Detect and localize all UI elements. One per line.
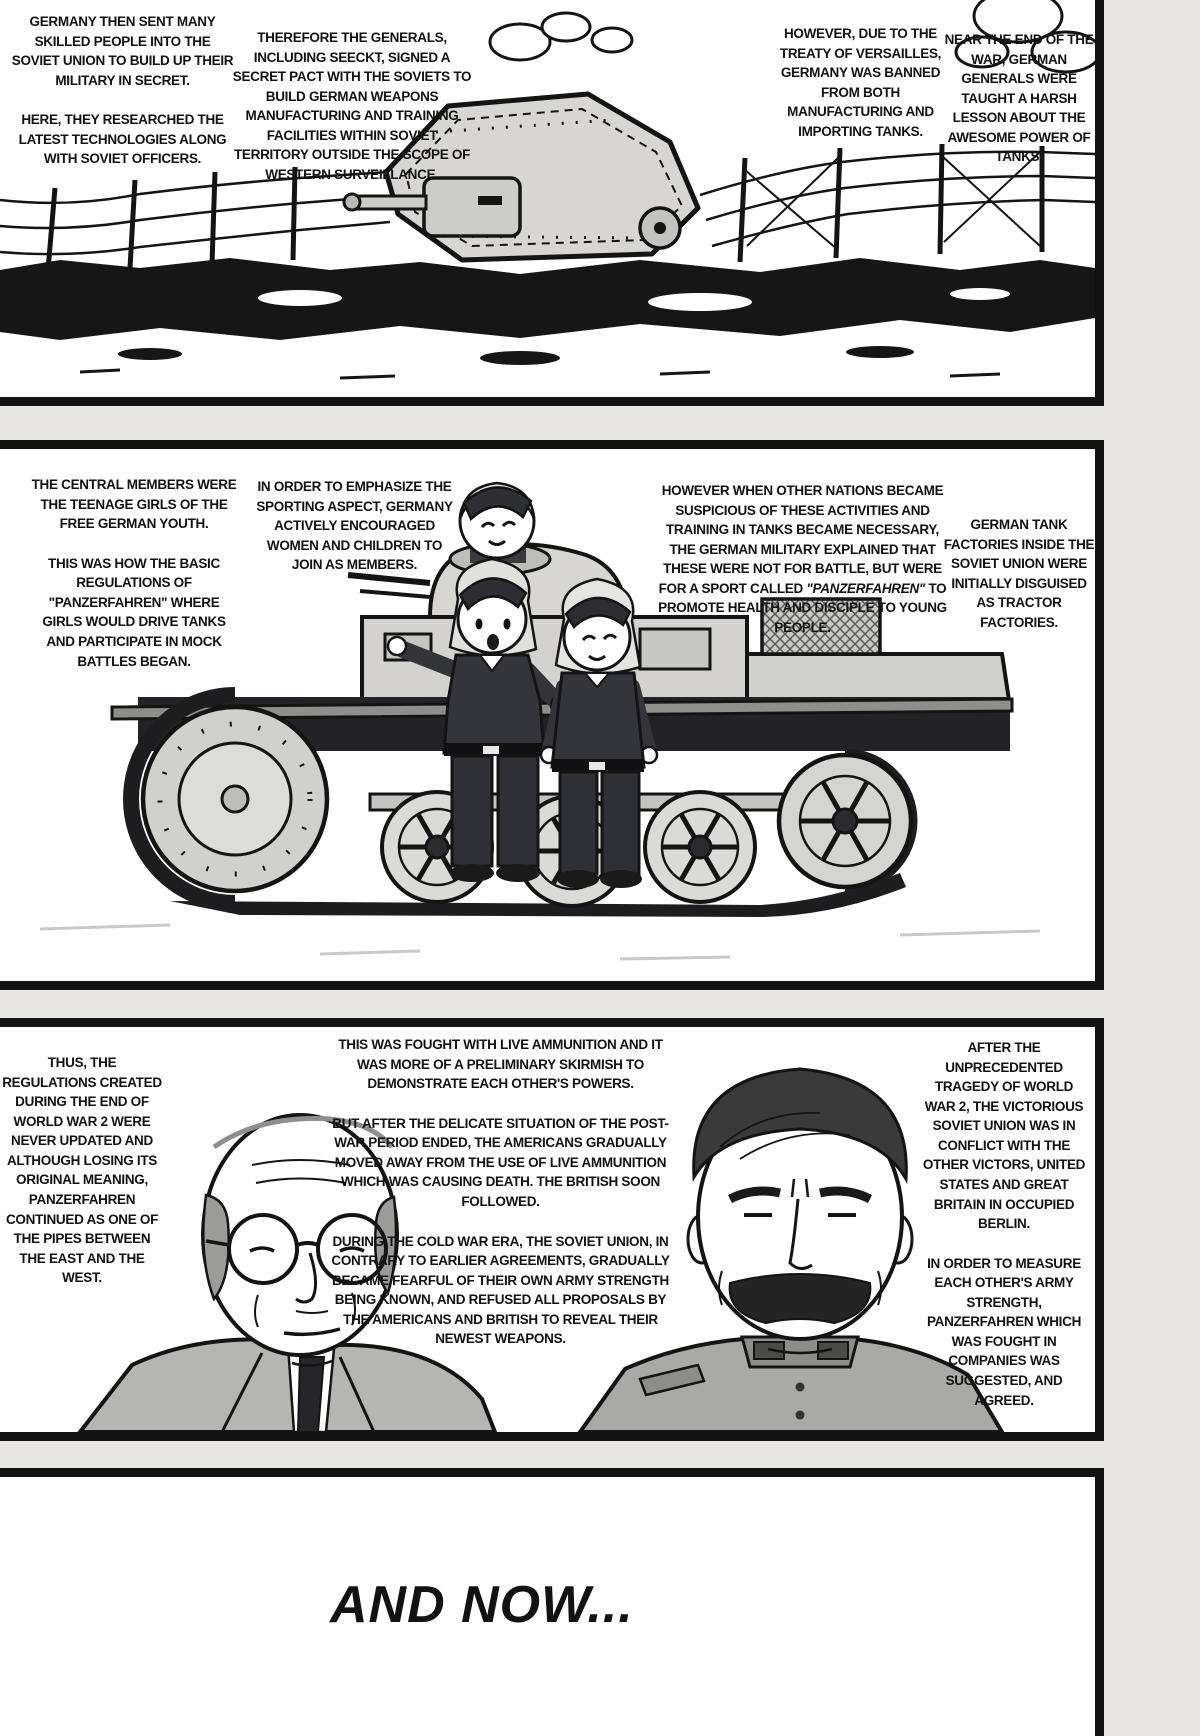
panzerfahren-emphasis: "PANZERFAHREN" [806, 580, 926, 596]
and-now-title: AND NOW... [330, 1576, 634, 1634]
caption-sent-people [10, 12, 235, 169]
dark-ground [0, 258, 1095, 378]
caption-sporting-aspect [252, 477, 457, 575]
caption-text: IN ORDER TO EMPHASIZE THE SPORTING ASPECT, GERMANY ACTIVELY ENCOURAGED WOMEN AND CHILDREN TO JOIN AS MEMBERS. [256, 479, 453, 573]
caption-text: DURING THE COLD WAR ERA, THE SOVIET UNION, IN CONTRARY TO EARLIER AGREEMENTS, GRADUALLY BECAME FEARFUL OF THEIR OWN ARMY STRENGTH BEING KNOWN, AND REFUSED ALL PROPOSALS BY THE AMERICANS AND BRITISH TO REVEAL THEIR NEWEST WEAPONS. [331, 1233, 670, 1347]
caption-text: HOWEVER WHEN OTHER NATIONS BECAME SUSPICIOUS OF THESE ACTIVITIES AND TRAINING IN TANKS BECAME NECESSARY, THE GERMAN MILITARY EXPLAINED THAT THESE WERE NOT FOR BATTLE, BUT WERE FOR A SPORT CALLED "PANZERFAHREN" TO PROMOTE HEALTH AND DISCIPLE TO YOUNG PEOPLE. [658, 483, 947, 635]
panel-3 [0, 1018, 1104, 1441]
caption-text: HOWEVER, DUE TO THE TREATY OF VERSAILLES, GERMANY WAS BANNED FROM BOTH MANUFACTURING AND IMPORTING TANKS. [779, 26, 942, 139]
caption-versailles [763, 24, 958, 141]
caption-text: NEAR THE END OF THE WAR, GERMAN GENERALS WERE TAUGHT A HARSH LESSON ABOUT THE AWESOME POWER OF TANKS. [944, 32, 1094, 165]
panel-2 [0, 440, 1104, 990]
caption-thus-regulations [2, 1053, 162, 1288]
caption-text: THIS WAS FOUGHT WITH LIVE AMMUNITION AND IT WAS MORE OF A PRELIMINARY SKIRMISH TO DEMONSTRATE EACH OTHER'S POWERS. [338, 1037, 663, 1092]
caption-cold-war-block [328, 1035, 673, 1349]
caption-text: HERE, THEY RESEARCHED THE LATEST TECHNOLOGIES ALONG WITH SOVIET OFFICERS. [18, 112, 227, 167]
caption-text: IN ORDER TO MEASURE EACH OTHER'S ARMY STRENGTH, PANZERFAHREN WHICH WAS FOUGHT IN COMPANIES WAS SUGGESTED, AND AGREED. [926, 1255, 1082, 1408]
caption-text: THIS WAS HOW THE BASIC REGULATIONS OF "PANZERFAHREN" WHERE GIRLS WOULD DRIVE TANKS AND PARTICIPATE IN MOCK BATTLES BEGAN. [42, 555, 226, 669]
caption-harsh-lesson [940, 30, 1098, 167]
caption-text: THUS, THE REGULATIONS CREATED DURING THE END OF WORLD WAR 2 WERE NEVER UPDATED AND ALTHOUGH LOSING ITS ORIGINAL MEANING, PANZERFAHREN CONTINUED AS ONE OF THE PIPES BETWEEN THE EAST AND THE WEST. [2, 1055, 162, 1286]
panel-4 [0, 1468, 1104, 1736]
drive-sprocket [143, 707, 327, 891]
caption-text: GERMANY THEN SENT MANY SKILLED PEOPLE INTO THE SOVIET UNION TO BUILD UP THEIR MILITARY IN SECRET. [11, 14, 234, 88]
caption-panzerfahren-sport [655, 481, 950, 638]
caption-text: THEREFORE THE GENERALS, INCLUDING SEECKT, SIGNED A SECRET PACT WITH THE SOVIETS TO BUILD GERMAN WEAPONS MANUFACTURING AND TRAINING FACILITIES WITHIN SOVIET TERRITORY OUTSIDE THE SCOPE OF WESTERN SURVEILLANCE. [232, 30, 472, 182]
idler-wheel [779, 755, 911, 887]
caption-text: BUT AFTER THE DELICATE SITUATION OF THE POST-WAR PERIOD ENDED, THE AMERICANS GRADUALLY MOVED AWAY FROM THE USE OF LIVE AMMUNITION WHICH WAS CAUSING DEATH. THE BRITISH SOON FOLLOWED. [332, 1115, 669, 1209]
caption-text: THE CENTRAL MEMBERS WERE THE TEENAGE GIRLS OF THE FREE GERMAN YOUTH. [31, 477, 237, 532]
panel-1 [0, 0, 1104, 406]
caption-text: GERMAN TANK FACTORIES INSIDE THE SOVIET UNION WERE INITIALLY DISGUISED AS TRACTOR FACTORIES. [943, 517, 1095, 630]
caption-central-members [28, 475, 240, 671]
caption-text: AFTER THE UNPRECEDENTED TRAGEDY OF WORLD WAR 2, THE VICTORIOUS SOVIET UNION WAS IN CONFLICT WITH THE OTHER VICTORS, UNITED STATES AND GREAT BRITAIN IN OCCUPIED BERLIN. [922, 1040, 1086, 1232]
snow-strokes [40, 925, 1040, 959]
caption-tractor-factories [943, 515, 1095, 632]
caption-ww2-tragedy [918, 1038, 1090, 1410]
caption-secret-pact [228, 28, 476, 185]
